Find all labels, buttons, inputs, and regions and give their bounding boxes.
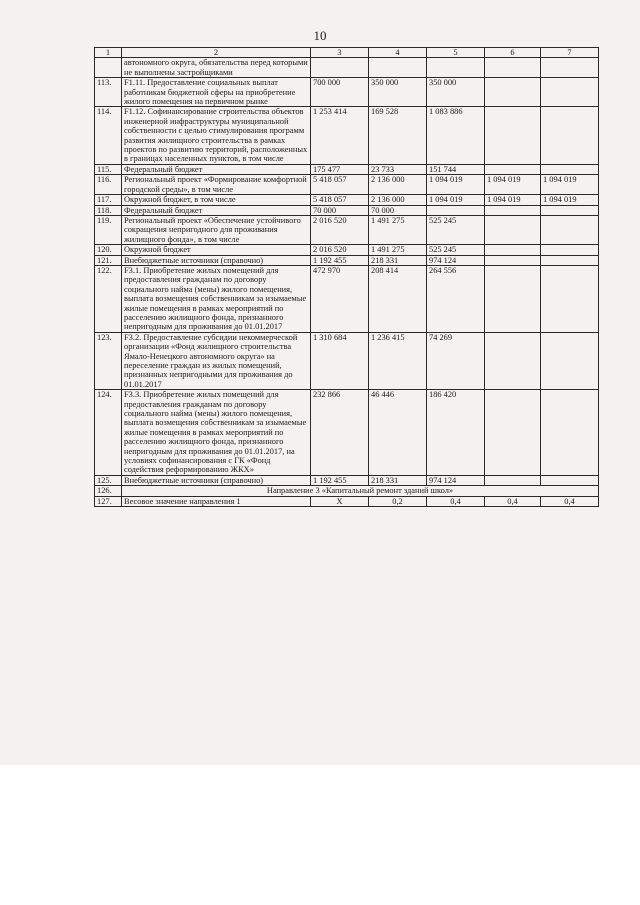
table-row (95, 215, 599, 244)
value-cell (541, 245, 599, 255)
value-cell: 186 420 (427, 390, 485, 476)
value-cell: 700 000 (311, 78, 369, 107)
value-cell (485, 78, 541, 107)
value-cell (541, 475, 599, 485)
header-cell: 6 (485, 48, 541, 58)
value-cell (541, 164, 599, 174)
value-cell: 1 491 275 (369, 245, 427, 255)
value-cell: 1 094 019 (427, 195, 485, 205)
value-cell (541, 215, 599, 244)
table-row (95, 195, 599, 205)
row-number: 121. (95, 255, 122, 265)
value-cell: 1 094 019 (485, 175, 541, 195)
value-cell (541, 205, 599, 215)
row-name: Окружной бюджет (122, 245, 311, 255)
value-cell (311, 58, 369, 78)
row-number: 124. (95, 390, 122, 476)
value-cell: 525 245 (427, 215, 485, 244)
header-cell: 1 (95, 48, 122, 58)
value-cell: 974 124 (427, 255, 485, 265)
row-number: 118. (95, 205, 122, 215)
row-name: F1.12. Софинансирование строительства объектов инженерной инфраструктуры муниципальной собственности с целью стимулирования программ развития жилищного строительства в рамках проектов по развитию территорий, расположенных в границах населенных пунктов, в том числе (122, 107, 311, 164)
value-cell (485, 245, 541, 255)
header-cell: 2 (122, 48, 311, 58)
value-cell: 1 094 019 (541, 195, 599, 205)
value-cell (541, 265, 599, 332)
row-number: 115. (95, 164, 122, 174)
row-name: Федеральный бюджет (122, 205, 311, 215)
row-number: 120. (95, 245, 122, 255)
table-row (95, 205, 599, 215)
value-cell (427, 205, 485, 215)
header-cell: 4 (369, 48, 427, 58)
table-row (95, 175, 599, 195)
value-cell: 208 414 (369, 265, 427, 332)
value-cell: 350 000 (369, 78, 427, 107)
table-row (95, 265, 599, 332)
value-cell: 0,4 (541, 496, 599, 506)
value-cell: 974 124 (427, 475, 485, 485)
value-cell: 1 253 414 (311, 107, 369, 164)
value-cell: 1 094 019 (541, 175, 599, 195)
value-cell: 70 000 (311, 205, 369, 215)
value-cell (541, 332, 599, 389)
table-body (95, 48, 599, 507)
table-row (95, 107, 599, 164)
row-name: Внебюджетные источники (справочно) (122, 475, 311, 485)
row-name: F3.3. Приобретение жилых помещений для предоставления гражданам по договору социального найма (мены) жилого помещения, выплата возмещения собственникам за изымаемые жилые помещения в рамках мероприятий по расселению жилищного фонда, признанного непригодным для проживания до 01.01.2017, на условиях софинансирования с ГК «Фонд содействия реформированию ЖКХ» (122, 390, 311, 476)
value-cell: 1 192 455 (311, 475, 369, 485)
value-cell (485, 475, 541, 485)
value-cell (485, 390, 541, 476)
header-cell: 7 (541, 48, 599, 58)
table-row (95, 245, 599, 255)
value-cell (485, 164, 541, 174)
row-name: Федеральный бюджет (122, 164, 311, 174)
value-cell: 74 269 (427, 332, 485, 389)
value-cell: 2 136 000 (369, 175, 427, 195)
row-name: F3.1. Приобретение жилых помещений для предоставления гражданам по договору социального найма (мены) жилого помещения, выплата возмещения собственникам за изымаемые жилые помещения в рамках мероприятий по расселению жилищного фонда, признанного непригодным для проживания до 01.01.2017 (122, 265, 311, 332)
row-number: 126. (95, 486, 122, 496)
value-cell: 1 310 684 (311, 332, 369, 389)
row-number: 117. (95, 195, 122, 205)
value-cell (369, 58, 427, 78)
value-cell: 2 016 520 (311, 245, 369, 255)
value-cell: 350 000 (427, 78, 485, 107)
row-name: Весовое значение направления 1 (122, 496, 311, 506)
value-cell: 218 331 (369, 255, 427, 265)
row-number: 123. (95, 332, 122, 389)
value-cell (485, 332, 541, 389)
row-number: 122. (95, 265, 122, 332)
header-cell: 5 (427, 48, 485, 58)
table-header-row (95, 48, 599, 58)
value-cell: 151 744 (427, 164, 485, 174)
row-number: 114. (95, 107, 122, 164)
table-row (95, 475, 599, 485)
value-cell: 5 418 057 (311, 175, 369, 195)
value-cell (485, 265, 541, 332)
value-cell: 472 970 (311, 265, 369, 332)
row-name: Региональный проект «Обеспечение устойчивого сокращения непригодного для проживания жилищного фонда», в том числе (122, 215, 311, 244)
value-cell: 1 094 019 (427, 175, 485, 195)
value-cell (485, 215, 541, 244)
value-cell (485, 58, 541, 78)
value-cell (541, 107, 599, 164)
value-cell: 1 094 019 (485, 195, 541, 205)
page-number: 10 (313, 28, 327, 43)
row-name: Внебюджетные источники (справочно) (122, 255, 311, 265)
value-cell (541, 78, 599, 107)
row-number: 127. (95, 496, 122, 506)
table-row (95, 390, 599, 476)
row-number (95, 58, 122, 78)
table-row (95, 255, 599, 265)
value-cell: 1 491 275 (369, 215, 427, 244)
section-row (95, 486, 599, 496)
value-cell: 175 477 (311, 164, 369, 174)
row-number: 113. (95, 78, 122, 107)
value-cell: 2 136 000 (369, 195, 427, 205)
value-cell (541, 58, 599, 78)
value-cell: 0,2 (369, 496, 427, 506)
table-row (95, 58, 599, 78)
value-cell: 70 000 (369, 205, 427, 215)
value-cell: 169 528 (369, 107, 427, 164)
row-name: F3.2. Предоставление субсидии некоммерческой организации «Фонд жилищного строительства Ямало-Ненецкого автономного округа» на переселение граждан из жилых помещений, признанных непригодными для проживания до 01.01.2017 (122, 332, 311, 389)
value-cell (427, 58, 485, 78)
value-cell: 2 016 520 (311, 215, 369, 244)
value-cell: 1 083 886 (427, 107, 485, 164)
value-cell: 1 192 455 (311, 255, 369, 265)
value-cell: 0,4 (485, 496, 541, 506)
value-cell: 218 331 (369, 475, 427, 485)
row-name: Региональный проект «Формирование комфортной городской среды», в том числе (122, 175, 311, 195)
value-cell: 525 245 (427, 245, 485, 255)
table-row (95, 332, 599, 389)
value-cell: Х (311, 496, 369, 506)
table-row (95, 164, 599, 174)
weight-row (95, 496, 599, 506)
row-name: автономного округа, обязательства перед которыми не выполнены застройщиками (122, 58, 311, 78)
table-row (95, 78, 599, 107)
value-cell: 1 236 415 (369, 332, 427, 389)
section-title: Направление 3 «Капитальный ремонт зданий школ» (122, 486, 599, 496)
value-cell (541, 255, 599, 265)
value-cell: 46 446 (369, 390, 427, 476)
header-cell: 3 (311, 48, 369, 58)
value-cell: 264 556 (427, 265, 485, 332)
value-cell: 0,4 (427, 496, 485, 506)
value-cell: 232 866 (311, 390, 369, 476)
value-cell: 5 418 057 (311, 195, 369, 205)
row-name: Окружной бюджет, в том числе (122, 195, 311, 205)
value-cell (485, 107, 541, 164)
row-number: 119. (95, 215, 122, 244)
value-cell: 23 733 (369, 164, 427, 174)
value-cell (541, 390, 599, 476)
budget-table (94, 47, 599, 507)
row-name: F1.11. Предоставление социальных выплат работникам бюджетной сферы на приобретение жилого помещения на первичном рынке (122, 78, 311, 107)
value-cell (485, 255, 541, 265)
row-number: 125. (95, 475, 122, 485)
row-number: 116. (95, 175, 122, 195)
value-cell (485, 205, 541, 215)
